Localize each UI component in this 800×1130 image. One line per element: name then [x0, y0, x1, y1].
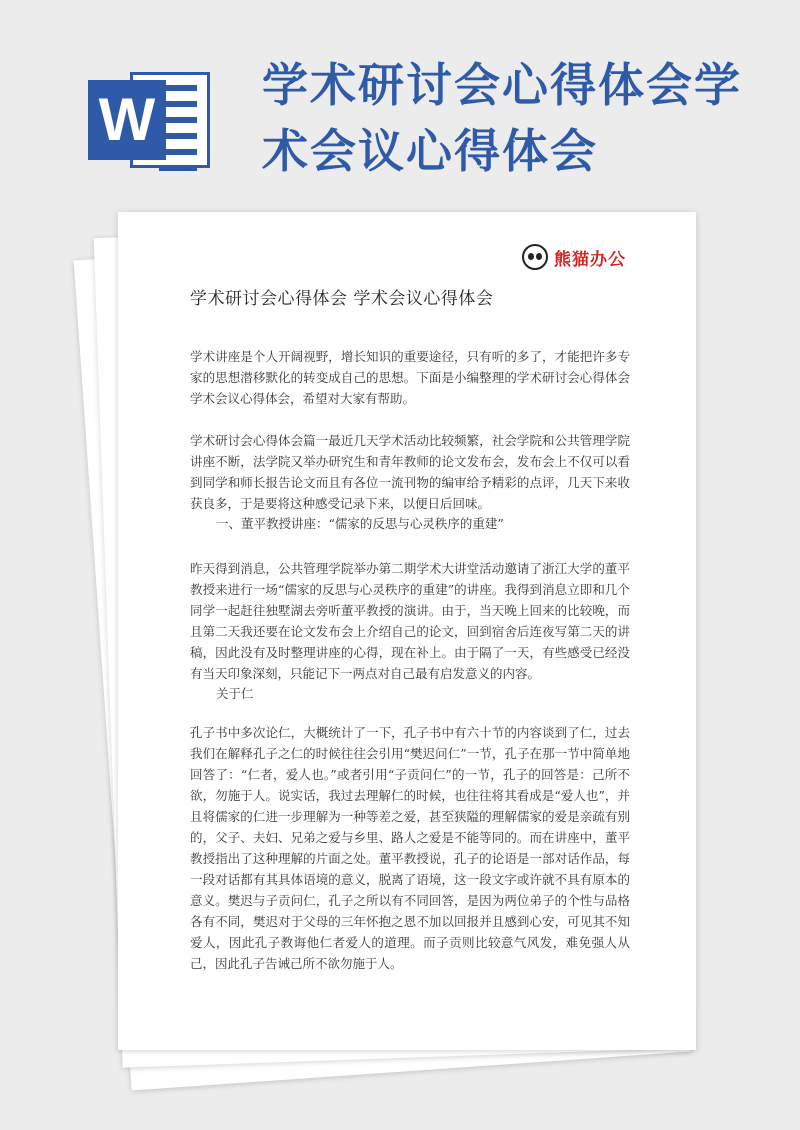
paragraph-1: 学术研讨会心得体会篇一最近几天学术活动比较频繁，社会学院和公共管理学院讲座不断，法学院又举办研究生和青年教师的论文发布会，发布会上不仅可以看到同学和师长报告论文而且有各位一流刊物的编审给予精彩的点评，几天下来收获良多，于是要将这种感受记录下来，以便日后回味。 [190, 433, 630, 511]
brand-logo-text: 熊猫办公 [554, 249, 626, 270]
word-document-icon [88, 72, 210, 168]
paragraph-3: 孔子书中多次论仁，大概统计了一下，孔子书中有六十节的内容谈到了仁，过去我们在解释孔子之仁的时候往往会引用“樊迟问仁”一节，孔子在那一节中简单地回答了：“仁者，爱人也。”或者引用“子贡问仁”的一节，孔子的回答是：己所不欲，勿施于人。说实话，我过去理解仁的时候，也往往将其看成是“爱人也”，并且将儒家的仁进一步理解为一种等差之爱，甚至狭隘的理解儒家的爱是亲疏有别的，父子、夫妇、兄弟之爱与乡里、路人之爱是不能等同的。而在讲座中，董平教授指出了这种理解的片面之处。董平教授说，孔子的论语是一部对话作品，每一段对话都有其具体语境的意义，脱离了语境，这一段文字或许就不具有原本的意义。樊迟与子贡问仁，孔子之所以有不同回答，是因为两位弟子的个性与品格各有不同，樊迟对于父母的三年怀抱之恩不加以回报并且感到心安，可见其不知爱人，因此孔子教诲他仁者爱人的道理。而子贡则比较意气风发，难免强人从己，因此孔子告诫己所不欲勿施于人。 [190, 725, 630, 971]
header-banner [0, 0, 800, 200]
section-heading-1: 一、董平教授讲座：“儒家的反思与心灵秩序的重建” [216, 516, 504, 531]
word-letter: W [88, 80, 166, 160]
paragraph-2: 昨天得到消息，公共管理学院举办第二期学术大讲堂活动邀请了浙江大学的董平教授来进行一场“儒家的反思与心灵秩序的重建”的讲座。我得到消息立即和几个同学一起赶往独墅湖去旁听董平教授的演讲。由于，当天晚上回来的比较晚，而且第二天我还要在论文发布会上介绍自己的论文，回到宿舍后连夜写第二天的讲稿，因此没有及时整理讲座的心得，现在补上。由于隔了一天，有些感受已经没有当天印象深刻，只能记下一两点对自己最有启发意义的内容。 [190, 561, 630, 681]
intro-paragraph: 学术讲座是个人开阔视野，增长知识的重要途径，只有听的多了，才能把许多专家的思想潜移默化的转变成自己的思想。下面是小编整理的学术研讨会心得体会 学术会议心得体会，希望对大家有帮助。 [190, 349, 630, 406]
document-title: 学术研讨会心得体会 学术会议心得体会 [190, 289, 494, 309]
section-heading-2: 关于仁 [216, 686, 254, 701]
brand-logo [522, 242, 626, 272]
panda-icon [522, 244, 548, 270]
banner-title: 学术研讨会心得体会学术会议心得体会 [262, 58, 742, 178]
